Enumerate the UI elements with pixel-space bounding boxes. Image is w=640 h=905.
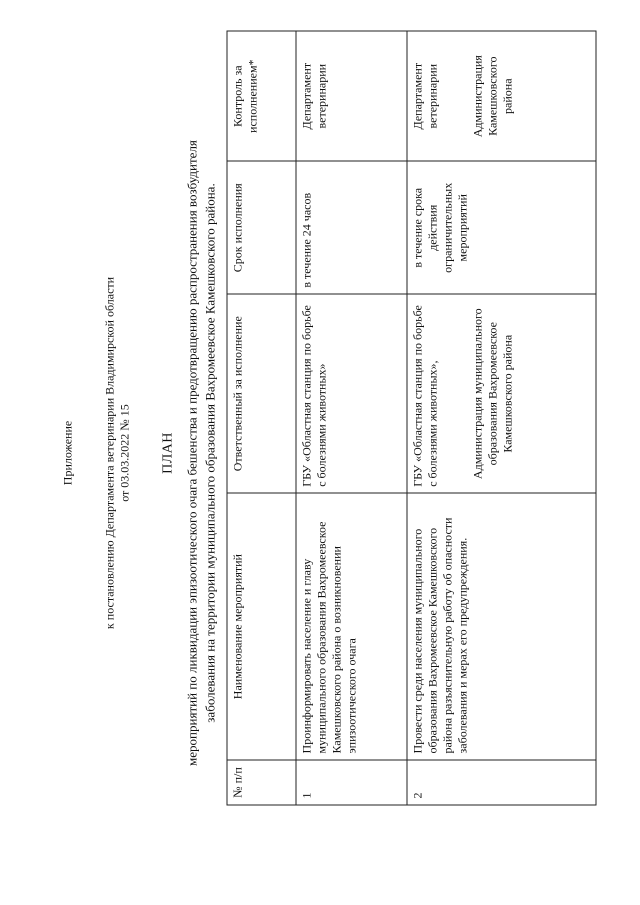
row-num: 1 [296,759,407,804]
decree-line-2: от 03.03.2022 № 15 [117,403,131,502]
row-responsible [296,294,407,493]
row-term: в течение 24 часов [296,161,407,294]
row-responsible-primary: ГБУ «Областная станция по борьбе с болезнями животных» [299,304,328,487]
plan-subtitle-line-1: мероприятий по ликвидации эпизоотического очага бешенства и предотвращению распространения возбудителя [184,139,199,766]
header-responsible: Ответственный за исполнение [227,294,296,493]
plan-table [226,30,596,805]
decree-reference [102,0,132,905]
row-responsible-primary: ГБУ «Областная станция по борьбе с болезнями животных», [410,304,439,487]
row-control-secondary: Администрация Камешковского района [470,54,514,137]
row-control [296,31,407,161]
row-control-primary: Департамент ветеринарии [299,62,328,129]
plan-title: ПЛАН [160,431,175,474]
table-row [407,31,596,805]
decree-line-1: к постановлению Департамента ветеринарии Владимирской области [102,276,116,629]
header-action: Наименование мероприятий [227,493,296,760]
row-term: в течение срока действия ограничительных мероприятий [407,161,596,294]
row-num: 2 [407,759,596,804]
table-row [296,31,407,805]
plan-subtitle-line-2: заболевания на территории муниципального образования Вахромеевское Камешковского района. [202,182,217,723]
row-control [407,31,596,161]
row-responsible [407,294,596,493]
header-control: Контроль за исполнением* [227,31,296,161]
row-action: Провести среди населения муниципального образования Вахромеевское Камешковского района разъяснительную работу об опасности заболевания и мерах его предупреждения. [407,493,596,760]
table-header-row [227,31,296,805]
row-responsible-secondary: Администрация муниципального образования Вахромеевское Камешковского района [470,307,514,479]
row-control-primary: Департамент ветеринарии [410,62,439,129]
header-num: № п/п [227,759,296,804]
row-action: Проинформировать население и главу муниципального образования Вахромеевское Камешковского района о возникновении эпизоотического очага [296,493,407,760]
header-term: Срок исполнения [227,161,296,294]
appendix-title: Приложение [60,420,74,485]
plan-subtitle [183,60,219,845]
